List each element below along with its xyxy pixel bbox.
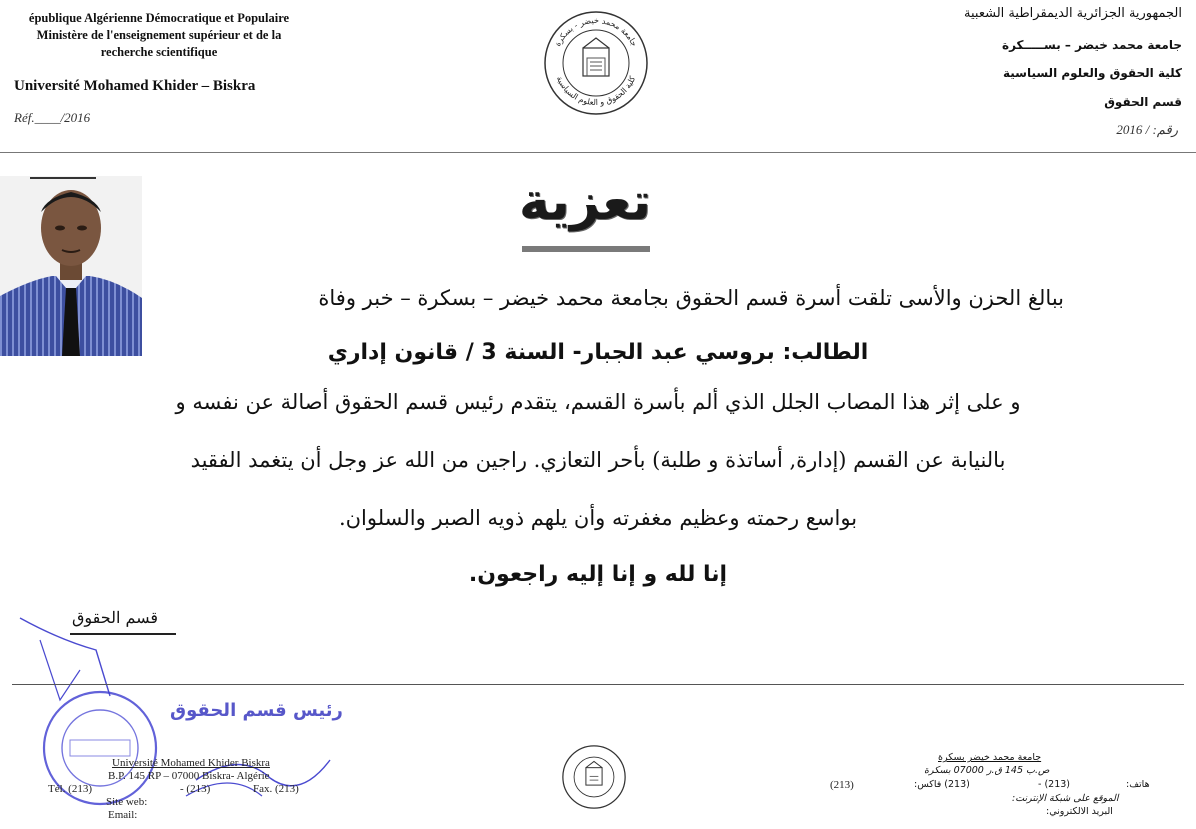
closing-verse: إنا لله و إنا إليه راجعون. bbox=[468, 562, 728, 587]
header-university-fr: Université Mohamed Khider – Biskra bbox=[14, 78, 256, 94]
footer-tel-fr: Tél. (213) bbox=[48, 783, 92, 795]
footer-tel2-ar: (213) - bbox=[1038, 779, 1071, 790]
footer-website-ar: الموقع على شبكة الإنترنت: bbox=[1012, 793, 1119, 804]
footer-seal-icon bbox=[561, 744, 627, 810]
footer-fax-ar: (213) فاكس: bbox=[914, 779, 970, 790]
footer-email-fr: Email: bbox=[108, 809, 138, 821]
title-underline bbox=[522, 246, 650, 252]
reference-fr: Réf.____/2016 bbox=[14, 110, 91, 125]
university-seal bbox=[543, 10, 649, 116]
student-name-line: الطالب: بروسي عبد الجبار- السنة 3 / قانون إداري bbox=[327, 340, 869, 365]
footer-address-fr: B.P. 145 RP – 07000 Biskra- Algérie bbox=[108, 770, 270, 782]
header-department-ar: قسم الحقوق bbox=[1104, 95, 1182, 109]
footer-phone-mid: (213) bbox=[830, 779, 854, 791]
footer-address-ar: ص.ب 145 ق.ر 07000 بسكرة bbox=[924, 765, 1050, 776]
reference-ar: رقم: / 2016 bbox=[1116, 122, 1178, 137]
svg-text:جامعة محمد خيضر - بسكرة bbox=[553, 16, 639, 48]
condolence-line-4: بالنيابة عن القسم (إدارة, أساتذة و طلبة) بأحر التعازي. راجين من الله عز وجل أن يتغمد الفقيد bbox=[190, 448, 1006, 472]
header-ministry-fr: Ministère de l'enseignement supérieur et de la bbox=[36, 28, 282, 42]
footer-website-fr: Site web: bbox=[106, 796, 148, 808]
header-divider bbox=[0, 152, 1196, 153]
deceased-photo bbox=[0, 176, 142, 356]
footer-tel-ar: هاتف: bbox=[1126, 779, 1150, 790]
seal-ring-text: جامعة محمد خيضر - بسكرة bbox=[553, 15, 639, 48]
footer-divider bbox=[12, 684, 1184, 685]
footer-fax-fr: Fax. (213) bbox=[253, 783, 299, 795]
footer-email-ar: البريد الالكتروني: bbox=[1046, 806, 1113, 817]
header-republic-ar: الجمهورية الجزائرية الديمقراطية الشعبية bbox=[964, 6, 1182, 21]
condolence-line-3: و على إثر هذا المصاب الجلل الذي ألم بأسرة القسم، يتقدم رئيس قسم الحقوق أصالة عن نفسه و bbox=[175, 390, 1021, 414]
condolence-line-1: ببالغ الحزن والأسى تلقت أسرة قسم الحقوق بجامعة محمد خيضر – بسكرة – خبر وفاة bbox=[318, 286, 1064, 310]
header-faculty-ar: كلية الحقوق والعلوم السياسية bbox=[1002, 66, 1182, 80]
header-ministry-fr-2: recherche scientifique bbox=[100, 45, 218, 59]
seal-faculty-text: كلية الحقوق و العلوم السياسية bbox=[554, 74, 638, 108]
footer-university-fr: Université Mohamed Khider Biskra bbox=[112, 757, 270, 769]
document-title: تعزية bbox=[518, 172, 652, 232]
header-university-ar: جامعة محمد خيضر – بســـــكرة bbox=[1002, 38, 1182, 52]
head-of-department-label: رئيس قسم الحقوق bbox=[170, 700, 343, 721]
header-republic-fr: épublique Algérienne Démocratique et Populaire bbox=[28, 11, 290, 25]
department-signature-underline bbox=[70, 633, 176, 635]
footer-university-ar: جامعة محمد خيضر بسكرة bbox=[938, 752, 1042, 763]
condolence-line-5: بواسع رحمته وعظيم مغفرته وأن يلهم ذويه الصبر والسلوان. bbox=[338, 506, 858, 530]
department-signature-label: قسم الحقوق bbox=[72, 608, 159, 627]
footer-tel2-fr: - (213) bbox=[180, 783, 211, 795]
